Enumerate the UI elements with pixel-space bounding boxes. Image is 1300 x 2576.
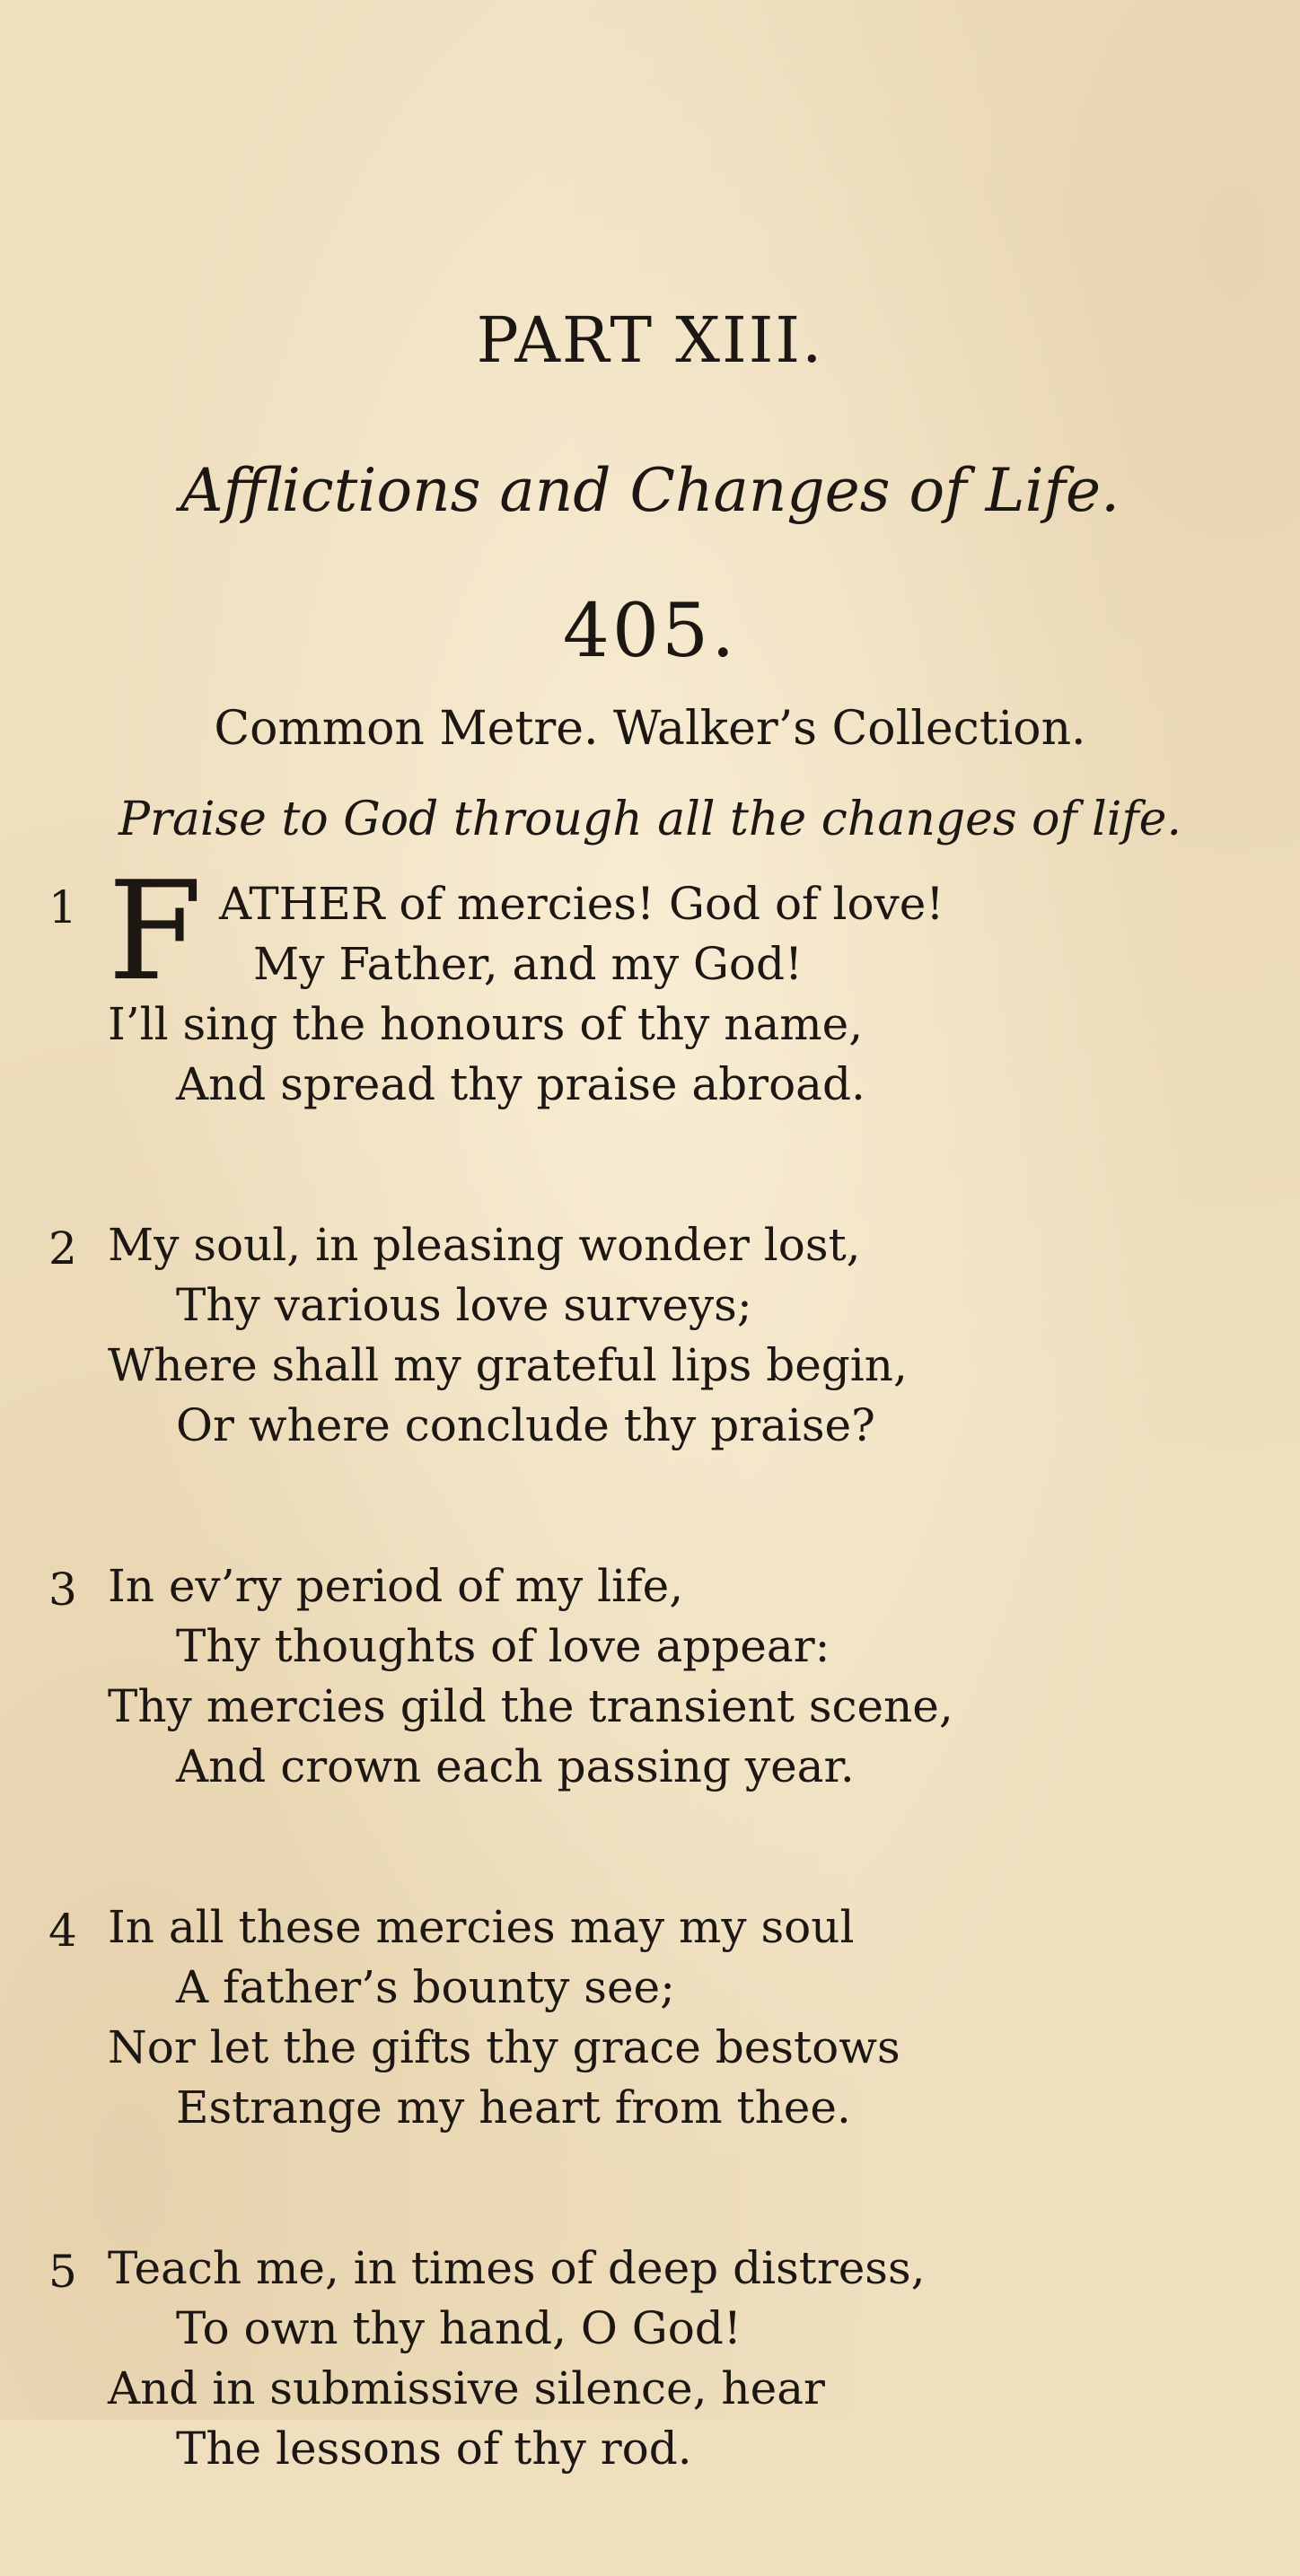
verse-line: A father’s bounty see; <box>176 1961 675 2013</box>
verse-number: 2 <box>48 1222 77 1275</box>
verse-number: 3 <box>48 1564 77 1616</box>
verse-line: The lessons of thy rod. <box>176 2423 692 2475</box>
verse-line: My Father, and my God! <box>253 938 804 990</box>
verse-number: 5 <box>48 2246 77 2298</box>
verse-line: Estrange my heart from thee. <box>176 2081 851 2134</box>
verse-line: And crown each passing year. <box>176 1740 855 1792</box>
verse-line: Teach me, in times of deep distress, <box>108 2242 926 2294</box>
verse-line: In all these mercies may my soul <box>108 1901 855 1953</box>
verse-3 <box>0 1553 1300 1894</box>
verse-line: My soul, in pleasing wonder lost, <box>108 1219 861 1271</box>
verse-5 <box>0 2235 1300 2576</box>
verse-number: 4 <box>48 1905 77 1957</box>
verse-line: To own thy hand, O God! <box>176 2302 742 2354</box>
verse-line: Thy mercies gild the transient scene, <box>108 1680 953 1732</box>
verse-line: Thy various love surveys; <box>176 1279 752 1331</box>
verse-line: ATHER of mercies! God of love! <box>219 878 944 930</box>
drop-cap: F <box>108 852 203 1011</box>
verse-line: In ev’ry period of my life, <box>108 1560 684 1612</box>
verse-line: Nor let the gifts thy grace bestows <box>108 2021 900 2073</box>
verse-1 <box>0 852 1300 1212</box>
verse-line: Thy thoughts of love appear: <box>176 1620 830 1672</box>
verse-2 <box>0 1212 1300 1553</box>
verse-line: Or where conclude thy praise? <box>176 1399 875 1451</box>
verse-line: And in submissive silence, hear <box>108 2362 825 2414</box>
verse-4 <box>0 1894 1300 2235</box>
hymn-number: 405. <box>562 589 738 674</box>
part-title: PART XIII. <box>476 303 824 377</box>
metre-line: Common Metre. Walker’s Collection. <box>214 702 1086 756</box>
verse-number: 1 <box>48 881 77 933</box>
hymn-subtitle: Praise to God through all the changes of life. <box>119 793 1181 846</box>
verse-line: And spread thy praise abroad. <box>176 1058 865 1110</box>
section-title: Afflictions and Changes of Life. <box>180 456 1120 525</box>
verse-list <box>0 852 1300 2576</box>
verse-line: I’ll sing the honours of thy name, <box>108 998 864 1050</box>
verse-line: Where shall my grateful lips begin, <box>108 1339 908 1391</box>
